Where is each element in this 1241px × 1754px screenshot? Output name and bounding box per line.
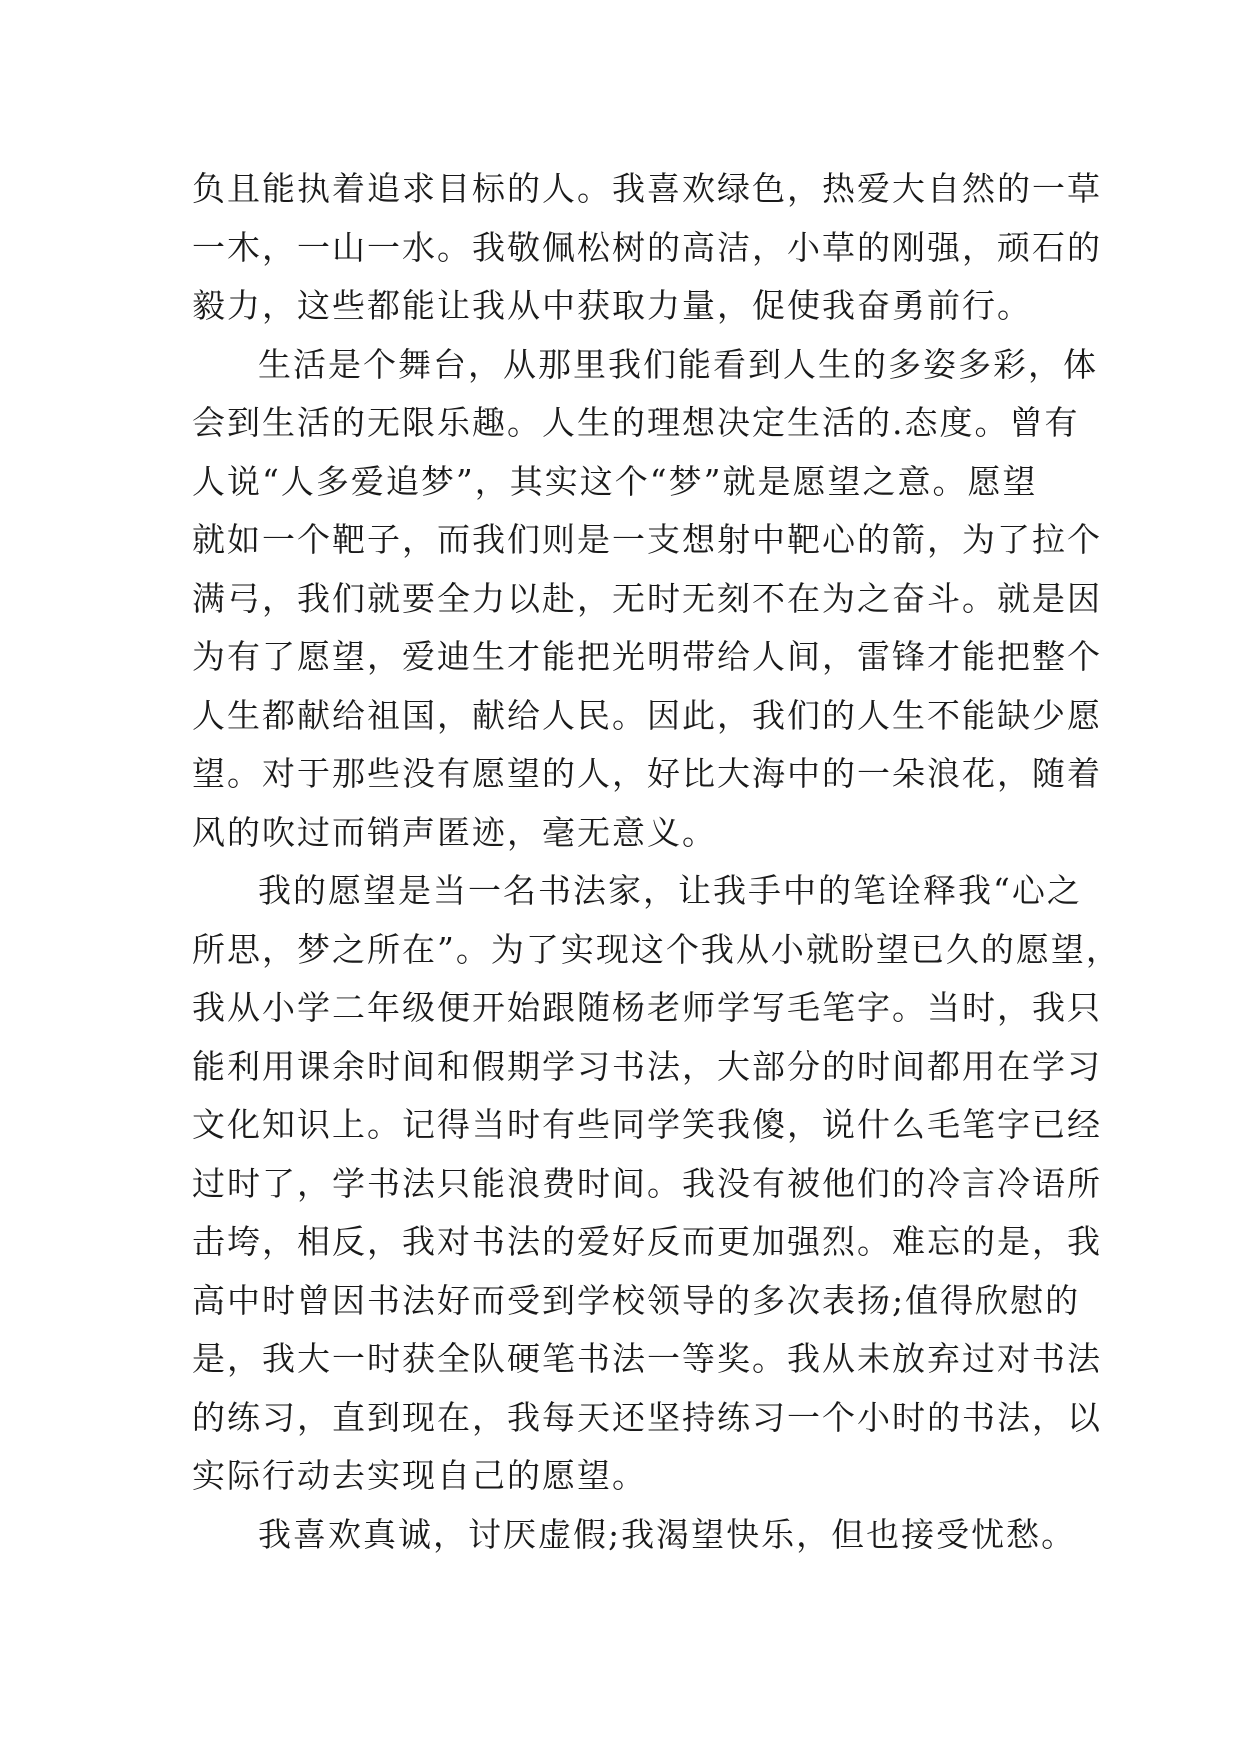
text-line: 毅力，这些都能让我从中获取力量，促使我奋勇前行。 <box>192 286 1032 325</box>
text-line: 风的吹过而销声匿迹，毫无意义。 <box>192 812 717 852</box>
text-line: 所思，梦之所在”。为了实现这个我从小就盼望已久的愿望， <box>192 929 1121 969</box>
text-line: 文化知识上。记得当时有些同学笑我傻，说什么毛笔字已经 <box>192 1105 1102 1144</box>
text-line: 一木，一山一水。我敬佩松树的高洁，小草的刚强，顽石的 <box>192 227 1102 267</box>
text-line: 人说“人多爱追梦”，其实这个“梦”就是愿望之意。愿望 <box>192 461 1038 501</box>
text-line: 人生都献给祖国，献给人民。因此，我们的人生不能缺少愿 <box>192 695 1102 735</box>
text-line: 是，我大一时获全队硬笔书法一等奖。我从未放弃过对书法 <box>192 1339 1102 1378</box>
text-line: 我从小学二年级便开始跟随杨老师学写毛笔字。当时，我只 <box>192 988 1102 1027</box>
text-line: 实际行动去实现自己的愿望。 <box>192 1456 647 1495</box>
text-line: 负且能执着追求目标的人。我喜欢绿色，热爱大自然的一草 <box>192 169 1102 208</box>
text-line: 望。对于那些没有愿望的人，好比大海中的一朵浪花，随着 <box>192 754 1102 793</box>
text-line: 的练习，直到现在，我每天还坚持练习一个小时的书法，以 <box>192 1397 1102 1437</box>
text-line: 就如一个靶子，而我们则是一支想射中靶心的箭，为了拉个 <box>192 520 1102 559</box>
paragraph-start-line: 生活是个舞台，从那里我们能看到人生的多姿多彩，体 <box>258 344 1098 384</box>
text-line: 为有了愿望，爱迪生才能把光明带给人间，雷锋才能把整个 <box>192 637 1102 676</box>
body-text <box>192 160 1121 1564</box>
paragraph-start-line: 我的愿望是当一名书法家，让我手中的笔诠释我“心之 <box>258 871 1082 910</box>
text-line: 击垮，相反，我对书法的爱好反而更加强烈。难忘的是，我 <box>192 1222 1102 1261</box>
text-line: 满弓，我们就要全力以赴，无时无刻不在为之奋斗。就是因 <box>192 578 1102 618</box>
text-line: 能利用课余时间和假期学习书法，大部分的时间都用在学习 <box>192 1046 1102 1086</box>
paragraph-start-line: 我喜欢真诚，讨厌虚假;我渴望快乐，但也接受忧愁。 <box>258 1514 1077 1554</box>
text-line: 过时了，学书法只能浪费时间。我没有被他们的冷言冷语所 <box>192 1163 1102 1203</box>
text-line: 会到生活的无限乐趣。人生的理想决定生活的.态度。曾有 <box>192 403 1080 442</box>
text-line: 高中时曾因书法好而受到学校领导的多次表扬;值得欣慰的 <box>192 1280 1081 1320</box>
